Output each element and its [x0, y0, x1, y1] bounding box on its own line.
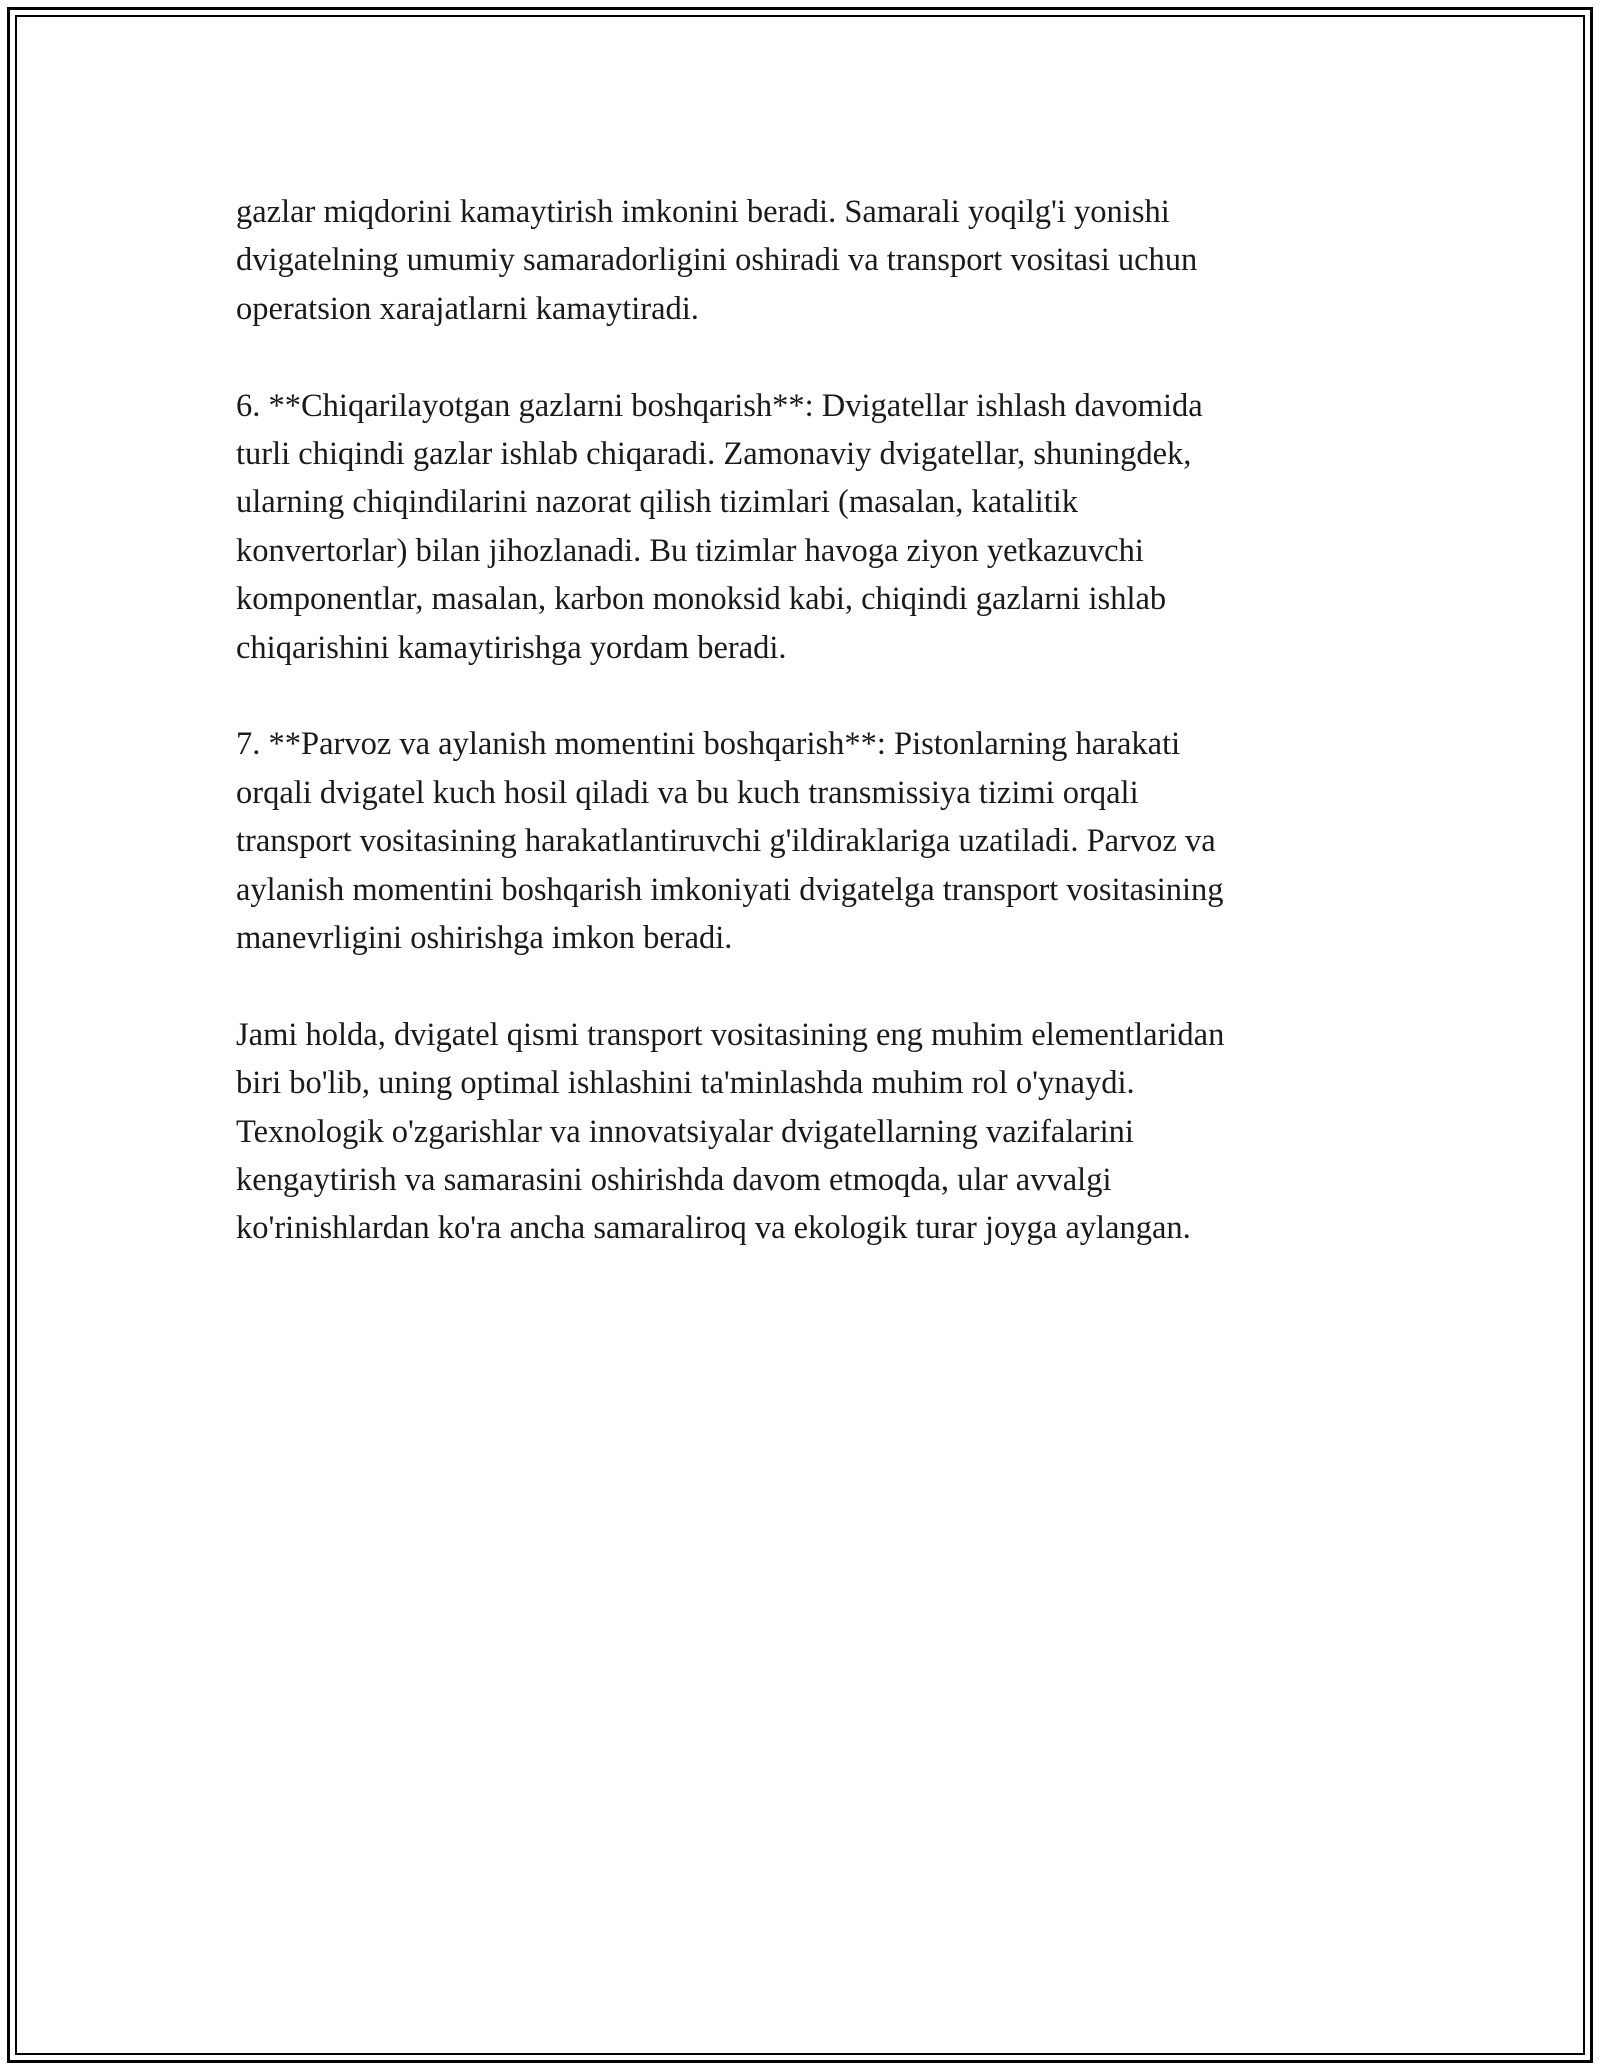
text-line: orqali dvigatel kuch hosil qiladi va bu kuch transmissiya tizimi orqali — [236, 774, 1139, 811]
text-line: 7. **Parvoz va aylanish momentini boshqarish**: Pistonlarning harakati — [236, 726, 1181, 763]
text-line: aylanish momentini boshqarish imkoniyati dvigatelga transport vositasining — [236, 871, 1224, 908]
text-line: dvigatelning umumiy samaradorligini oshiradi va transport vositasi uchun — [236, 242, 1198, 279]
text-line: konvertorlar) bilan jihozlanadi. Bu tizimlar havoga ziyon yetkazuvchi — [236, 532, 1144, 569]
text-line: gazlar miqdorini kamaytirish imkonini beradi. Samarali yoqilg'i yonishi — [236, 194, 1170, 230]
text-line: 6. **Chiqarilayotgan gazlarni boshqarish**: Dvigatellar ishlash davomida — [236, 387, 1203, 424]
text-line: transport vositasining harakatlantiruvchi g'ildiraklariga uzatiladi. Parvoz va — [236, 823, 1216, 860]
text-line: chiqarishini kamaytirishga yordam beradi. — [236, 629, 787, 666]
text-line: Jami holda, dvigatel qismi transport vositasining eng muhim elementlaridan — [236, 1016, 1225, 1053]
text-line: Texnologik o'zgarishlar va innovatsiyalar dvigatellarning vazifalarini — [236, 1113, 1134, 1150]
text-line: ularning chiqindilarini nazorat qilish tizimlari (masalan, katalitik — [236, 484, 1079, 521]
paragraph-fuel-efficiency — [236, 188, 1366, 333]
text-line: ko'rinishlardan ko'ra ancha samaraliroq va ekologik turar joyga aylangan. — [236, 1210, 1191, 1247]
paragraph-exhaust-control — [236, 382, 1366, 672]
document-body — [236, 188, 1366, 1301]
text-line: manevrligini oshirishga imkon beradi. — [236, 920, 733, 957]
text-line: kengaytirish va samarasini oshirishda davom etmoqda, ular avvalgi — [236, 1162, 1112, 1199]
text-line: operatsion xarajatlarni kamaytiradi. — [236, 290, 699, 327]
text-line: biri bo'lib, uning optimal ishlashini ta'minlashda muhim rol o'ynaydi. — [236, 1065, 1135, 1102]
text-line: komponentlar, masalan, karbon monoksid kabi, chiqindi gazlarni ishlab — [236, 581, 1167, 618]
paragraph-torque-control — [236, 720, 1366, 962]
paragraph-conclusion — [236, 1011, 1366, 1253]
text-line: turli chiqindi gazlar ishlab chiqaradi. Zamonaviy dvigatellar, shuningdek, — [236, 436, 1192, 473]
